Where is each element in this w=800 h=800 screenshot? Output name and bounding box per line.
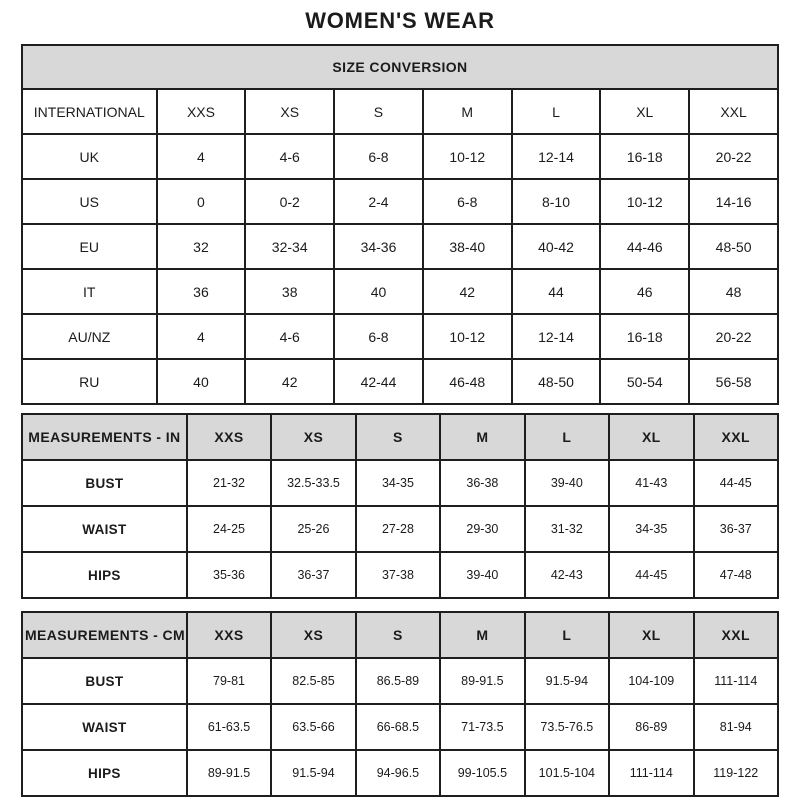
column-header-row (22, 612, 778, 658)
size-col-header: L (525, 612, 609, 658)
size-value-cell: 6-8 (334, 314, 423, 359)
size-value-cell: 4-6 (245, 134, 334, 179)
size-col-header: L (525, 414, 609, 460)
table-title-cell: MEASUREMENTS - IN (22, 414, 187, 460)
size-value-cell: 36-37 (271, 552, 355, 598)
size-col-header: XS (271, 414, 355, 460)
table-row (22, 179, 778, 224)
row-label: US (22, 179, 157, 224)
row-label: UK (22, 134, 157, 179)
size-value-cell: 89-91.5 (440, 658, 524, 704)
size-value-cell: 73.5-76.5 (525, 704, 609, 750)
size-value-cell: 6-8 (334, 134, 423, 179)
size-value-cell: 10-12 (600, 179, 689, 224)
size-value-cell: 42-44 (334, 359, 423, 404)
row-label: IT (22, 269, 157, 314)
size-value-cell: 31-32 (525, 506, 609, 552)
size-value-cell: 61-63.5 (187, 704, 271, 750)
size-value-cell: 82.5-85 (271, 658, 355, 704)
size-col-header: XXS (187, 612, 271, 658)
size-value-cell: 6-8 (423, 179, 512, 224)
size-value-cell: 91.5-94 (525, 658, 609, 704)
size-value-cell: 32.5-33.5 (271, 460, 355, 506)
table-row (22, 506, 778, 552)
size-col-header: XXL (694, 414, 778, 460)
size-col-header: XXL (694, 612, 778, 658)
size-value-cell: 38-40 (423, 224, 512, 269)
size-value-cell: 36-37 (694, 506, 778, 552)
table-row (22, 552, 778, 598)
table-row (22, 658, 778, 704)
size-value-cell: 111-114 (609, 750, 693, 796)
size-value-cell: 10-12 (423, 134, 512, 179)
size-value-cell: 86-89 (609, 704, 693, 750)
size-col-header: S (356, 612, 440, 658)
table-title-row (22, 45, 778, 89)
size-col-header: L (512, 89, 601, 134)
size-value-cell: 42 (423, 269, 512, 314)
size-value-cell: 8-10 (512, 179, 601, 224)
table-row (22, 269, 778, 314)
row-label: RU (22, 359, 157, 404)
size-value-cell: 104-109 (609, 658, 693, 704)
size-col-header: S (334, 89, 423, 134)
size-value-cell: 48 (689, 269, 778, 314)
size-value-cell: 12-14 (512, 314, 601, 359)
size-value-cell: 37-38 (356, 552, 440, 598)
row-label-header: INTERNATIONAL (22, 89, 157, 134)
row-label: AU/NZ (22, 314, 157, 359)
size-value-cell: 86.5-89 (356, 658, 440, 704)
size-value-cell: 50-54 (600, 359, 689, 404)
size-col-header: XL (600, 89, 689, 134)
size-value-cell: 34-35 (609, 506, 693, 552)
size-value-cell: 16-18 (600, 134, 689, 179)
size-value-cell: 99-105.5 (440, 750, 524, 796)
size-value-cell: 46-48 (423, 359, 512, 404)
table-row (22, 134, 778, 179)
size-col-header: M (440, 612, 524, 658)
size-conversion-table (21, 44, 779, 405)
size-col-header: XL (609, 414, 693, 460)
size-value-cell: 38 (245, 269, 334, 314)
size-value-cell: 34-36 (334, 224, 423, 269)
size-value-cell: 34-35 (356, 460, 440, 506)
row-label: HIPS (22, 750, 187, 796)
row-label: BUST (22, 658, 187, 704)
size-value-cell: 44 (512, 269, 601, 314)
size-col-header: XXS (157, 89, 246, 134)
size-value-cell: 20-22 (689, 314, 778, 359)
size-value-cell: 48-50 (512, 359, 601, 404)
size-value-cell: 40 (157, 359, 246, 404)
column-header-row (22, 89, 778, 134)
size-col-header: M (423, 89, 512, 134)
size-value-cell: 48-50 (689, 224, 778, 269)
size-value-cell: 39-40 (525, 460, 609, 506)
size-value-cell: 119-122 (694, 750, 778, 796)
size-value-cell: 10-12 (423, 314, 512, 359)
table-row (22, 224, 778, 269)
size-value-cell: 101.5-104 (525, 750, 609, 796)
row-label: WAIST (22, 704, 187, 750)
size-value-cell: 20-22 (689, 134, 778, 179)
size-value-cell: 89-91.5 (187, 750, 271, 796)
size-value-cell: 66-68.5 (356, 704, 440, 750)
table-row (22, 704, 778, 750)
size-value-cell: 35-36 (187, 552, 271, 598)
size-col-header: M (440, 414, 524, 460)
size-value-cell: 16-18 (600, 314, 689, 359)
size-value-cell: 27-28 (356, 506, 440, 552)
size-value-cell: 0-2 (245, 179, 334, 224)
size-value-cell: 32-34 (245, 224, 334, 269)
size-value-cell: 91.5-94 (271, 750, 355, 796)
size-value-cell: 42 (245, 359, 334, 404)
row-label: HIPS (22, 552, 187, 598)
column-header-row (22, 414, 778, 460)
table-row (22, 314, 778, 359)
measurements-cm-table-body (22, 612, 778, 796)
size-value-cell: 29-30 (440, 506, 524, 552)
size-value-cell: 21-32 (187, 460, 271, 506)
table-title-cell: MEASUREMENTS - CM (22, 612, 187, 658)
size-col-header: S (356, 414, 440, 460)
size-col-header: XS (245, 89, 334, 134)
table-row (22, 750, 778, 796)
size-value-cell: 36-38 (440, 460, 524, 506)
size-value-cell: 47-48 (694, 552, 778, 598)
size-value-cell: 12-14 (512, 134, 601, 179)
measurements-in-table (21, 413, 779, 599)
size-conversion-table-body (22, 45, 778, 404)
size-value-cell: 56-58 (689, 359, 778, 404)
size-value-cell: 79-81 (187, 658, 271, 704)
size-value-cell: 40 (334, 269, 423, 314)
size-value-cell: 14-16 (689, 179, 778, 224)
size-value-cell: 36 (157, 269, 246, 314)
row-label: EU (22, 224, 157, 269)
size-value-cell: 32 (157, 224, 246, 269)
size-col-header: XL (609, 612, 693, 658)
size-col-header: XS (271, 612, 355, 658)
measurements-in-table-body (22, 414, 778, 598)
size-value-cell: 71-73.5 (440, 704, 524, 750)
size-value-cell: 25-26 (271, 506, 355, 552)
row-label: BUST (22, 460, 187, 506)
size-value-cell: 4 (157, 314, 246, 359)
size-value-cell: 4-6 (245, 314, 334, 359)
size-value-cell: 4 (157, 134, 246, 179)
size-value-cell: 2-4 (334, 179, 423, 224)
size-value-cell: 39-40 (440, 552, 524, 598)
size-value-cell: 81-94 (694, 704, 778, 750)
size-value-cell: 44-46 (600, 224, 689, 269)
table-title-cell: SIZE CONVERSION (22, 45, 778, 89)
row-label: WAIST (22, 506, 187, 552)
size-col-header: XXL (689, 89, 778, 134)
size-value-cell: 44-45 (694, 460, 778, 506)
size-value-cell: 42-43 (525, 552, 609, 598)
measurements-cm-table (21, 611, 779, 797)
size-value-cell: 46 (600, 269, 689, 314)
size-value-cell: 41-43 (609, 460, 693, 506)
page-title: WOMEN'S WEAR (305, 8, 495, 33)
size-col-header: XXS (187, 414, 271, 460)
size-value-cell: 111-114 (694, 658, 778, 704)
size-value-cell: 40-42 (512, 224, 601, 269)
table-row (22, 359, 778, 404)
size-value-cell: 24-25 (187, 506, 271, 552)
size-value-cell: 44-45 (609, 552, 693, 598)
size-value-cell: 94-96.5 (356, 750, 440, 796)
size-value-cell: 63.5-66 (271, 704, 355, 750)
size-value-cell: 0 (157, 179, 246, 224)
table-row (22, 460, 778, 506)
